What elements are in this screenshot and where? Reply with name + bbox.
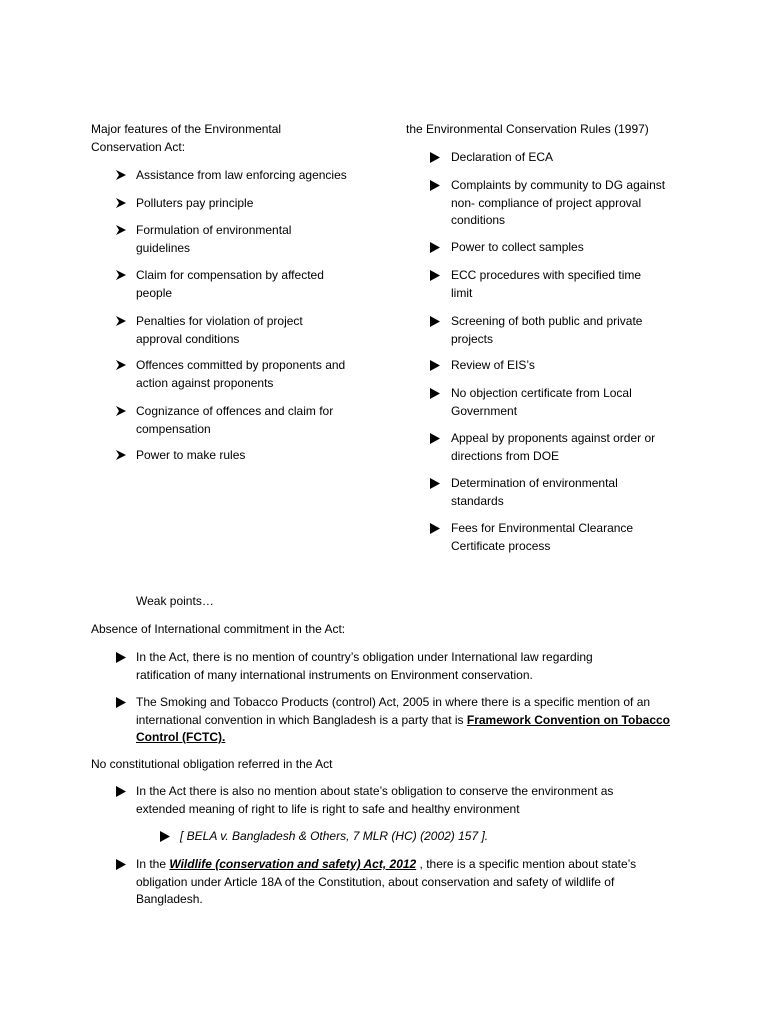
list-item (451, 239, 584, 257)
weak-point-item: In the Act there is also no mention about state’s obligation to conserve the environment as extended meaning of right to life is right to safe and healthy environment (136, 784, 614, 816)
solid-triangle-bullet-icon (116, 859, 126, 870)
solid-triangle-bullet-icon (430, 523, 440, 534)
wildlife-act-link[interactable]: Wildlife (conservation and safety) Act, 2012 (169, 857, 417, 871)
open-arrowhead-bullet-icon (116, 450, 126, 460)
list-item (136, 447, 245, 465)
list-item (451, 267, 641, 302)
list-item-line: people (136, 285, 173, 300)
list-item-line: directions from DOE (451, 448, 560, 463)
solid-triangle-bullet-icon (430, 360, 440, 371)
list-item-line: projects (451, 331, 494, 346)
solid-triangle-bullet-icon (116, 652, 126, 663)
list-item-line: Cognizance of offences and claim for (136, 404, 334, 418)
list-item (451, 475, 618, 510)
list-item-line: No objection certificate from Local (451, 386, 632, 400)
open-arrowhead-bullet-icon (116, 270, 126, 280)
list-item (451, 385, 632, 420)
list-item-line: approval conditions (136, 331, 240, 346)
list-item-line: Penalties for violation of project (136, 314, 303, 328)
list-item-line: Review of EIS’s (451, 358, 535, 372)
list-item-line: non- compliance of project approval (451, 195, 642, 210)
list-item-line: Polluters pay principle (136, 196, 254, 210)
case-citation: [ BELA v. Bangladesh & Others, 7 MLR (HC) (2002) 157 ]. (180, 829, 489, 843)
list-item-line: Declaration of ECA (451, 150, 554, 164)
list-item (136, 167, 347, 185)
list-item-line: Appeal by proponents against order or (451, 431, 656, 445)
solid-triangle-bullet-icon (430, 270, 440, 281)
solid-triangle-bullet-icon (430, 242, 440, 253)
list-item (136, 357, 345, 392)
list-item-line: Power to collect samples (451, 240, 584, 254)
list-item-line: Formulation of environmental (136, 223, 292, 237)
solid-triangle-bullet-icon (430, 316, 440, 327)
list-item-line: Power to make rules (136, 448, 246, 462)
open-arrowhead-bullet-icon (116, 360, 126, 370)
list-item-line: conditions (451, 213, 506, 227)
list-item-line: Government (451, 403, 518, 418)
list-item (451, 357, 535, 375)
open-arrowhead-bullet-icon (116, 406, 126, 416)
list-item-line: limit (451, 285, 473, 300)
list-item (136, 222, 291, 257)
list-item-line: standards (451, 493, 504, 508)
rules-heading: the Environmental Conservation Rules (1997) (406, 122, 649, 136)
open-arrowhead-bullet-icon (116, 198, 126, 208)
weak-points-title: Weak points… (136, 594, 214, 608)
list-item-line: Determination of environmental (451, 476, 618, 490)
fctc-link[interactable]: Framework Convention on Tobacco (466, 712, 671, 727)
subheading-international: Absence of International commitment in the Act: (91, 622, 346, 636)
list-item-line: compensation (136, 421, 211, 436)
list-item (136, 195, 253, 213)
list-item-line: guidelines (136, 240, 191, 255)
list-item-line: Complaints by community to DG against (451, 178, 666, 192)
fctc-link-cont[interactable]: Control (FCTC). (136, 730, 226, 744)
list-item (451, 177, 665, 230)
weak-point-item: In the Wildlife (conservation and safety) Act, 2012 , there is a specific mention about state’s obligation under Article 18A of the Constitution, about conservation and safety of wildlife of Bangladesh. (136, 857, 637, 906)
solid-triangle-bullet-icon (430, 388, 440, 399)
open-arrowhead-bullet-icon (116, 316, 126, 326)
solid-triangle-bullet-icon (116, 697, 126, 708)
list-item-line: action against proponents (136, 375, 274, 390)
solid-triangle-bullet-icon (160, 831, 170, 842)
list-item-line: Claim for compensation by affected (136, 268, 324, 282)
list-item (136, 313, 303, 348)
weak-point-item: In the Act, there is no mention of country’s obligation under International law regarding ratification of many international instruments on Environment conservation. (136, 650, 593, 682)
list-item-line: ECC procedures with specified time (451, 268, 642, 282)
act-heading: Major features of the Environmental Conservation Act: (91, 122, 282, 154)
weak-point-item: The Smoking and Tobacco Products (control) Act, 2005 in where there is a specific mention of an international convention in which Bangladesh is a party that is Framework Convention on Tobacco Control (FCTC). (136, 695, 671, 744)
list-item (136, 403, 333, 438)
list-item (136, 267, 324, 302)
open-arrowhead-bullet-icon (116, 225, 126, 235)
solid-triangle-bullet-icon (430, 478, 440, 489)
solid-triangle-bullet-icon (430, 433, 440, 444)
list-item-line: Assistance from law enforcing agencies (136, 168, 347, 182)
list-item-line: Certificate process (451, 538, 551, 553)
list-item-line: Screening of both public and private (451, 314, 643, 328)
list-item (451, 149, 553, 167)
list-item-line: Fees for Environmental Clearance (451, 521, 634, 535)
list-item (451, 430, 655, 465)
solid-triangle-bullet-icon (430, 152, 440, 163)
list-item-line: Offences committed by proponents and (136, 358, 346, 372)
open-arrowhead-bullet-icon (116, 170, 126, 180)
list-item (451, 313, 642, 348)
list-item (451, 520, 633, 555)
solid-triangle-bullet-icon (430, 180, 440, 191)
solid-triangle-bullet-icon (116, 786, 126, 797)
subheading-constitutional: No constitutional obligation referred in the Act (91, 757, 333, 771)
